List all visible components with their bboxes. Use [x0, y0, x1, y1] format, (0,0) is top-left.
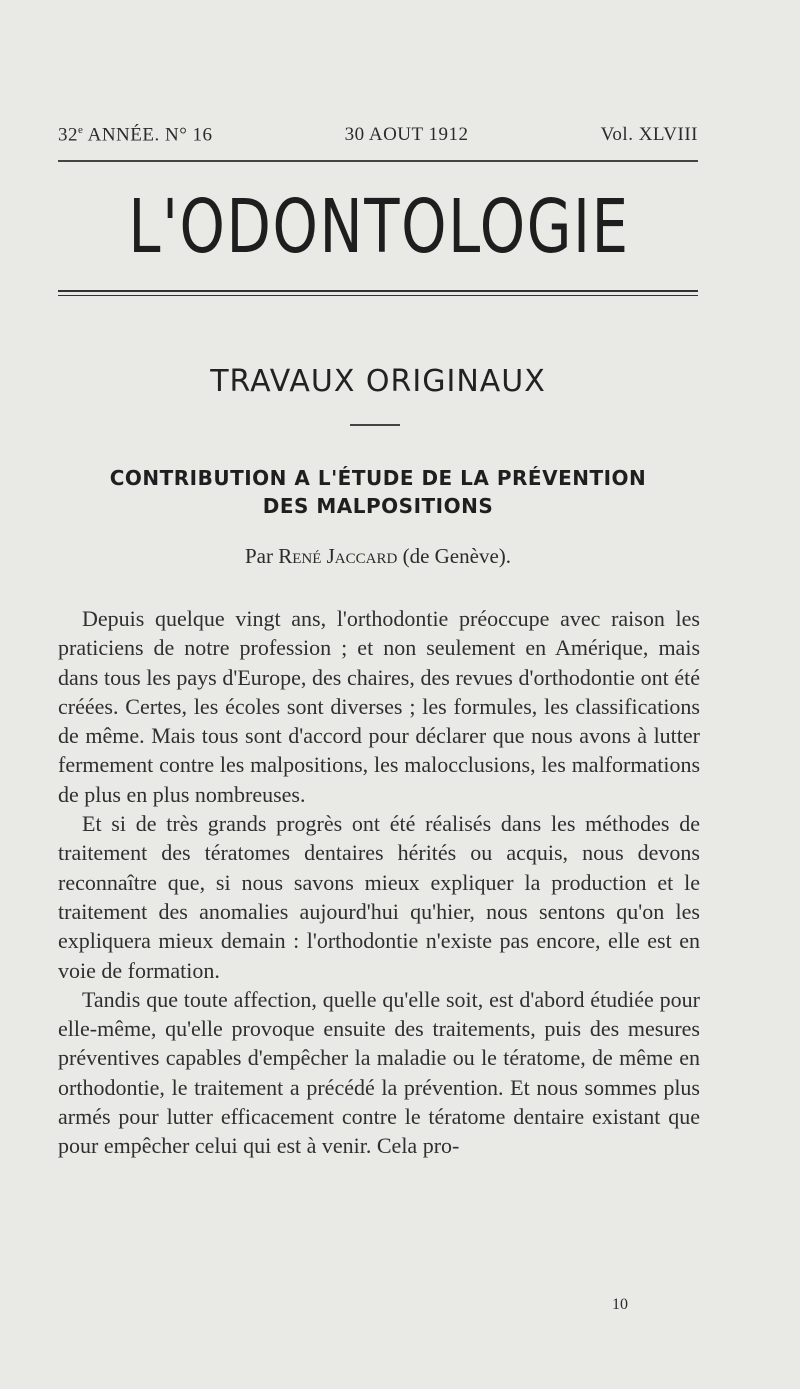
paragraph: Et si de très grands progrès ont été réalisés dans les méthodes de traitement des tératomes dentaires hérités ou acquis, nous devons reconnaître que, si nous savons mieux expliquer la production et le traitement des anomalies aujourd'hui qu'hier, nous sentons qu'on les expliquera mieux demain : l'orthodontie n'existe pas encore, elle est en voie de formation. [58, 811, 700, 983]
article-body [58, 604, 700, 1161]
volume-number: Vol. XLVIII [600, 124, 698, 146]
issue-date: 30 AOUT 1912 [344, 124, 469, 146]
issue-number: 32e ANNÉE. N° 16 [58, 124, 213, 146]
page-folio: 10 [612, 1296, 628, 1313]
paragraph: Depuis quelque vingt ans, l'orthodontie préoccupe avec raison les praticiens de notre profession ; et non seulement en Amérique, mais dans tous les pays d'Europe, des chaires, des revues d'orthodontie ont été créées. Certes, les écoles sont diverses ; les formules, les classifications de même. Mais tous sont d'accord pour déclarer que nous avons à lutter fermement contre les malpositions, les malocclusions, les malformations de plus en plus nombreuses. [58, 606, 700, 807]
header-rule [58, 160, 698, 162]
section-title: TRAVAUX ORIGINAUX [210, 364, 546, 399]
journal-title: L'ODONTOLOGIE [128, 184, 630, 270]
article-title: CONTRIBUTION A L'ÉTUDE DE LA PRÉVENTION DES MALPOSITIONS [109, 466, 647, 518]
section-divider [350, 424, 400, 426]
author-name: René Jaccard [278, 544, 398, 568]
article-byline: Par René Jaccard (de Genève). [244, 544, 512, 568]
running-header [58, 124, 698, 146]
paragraph: Tandis que toute affection, quelle qu'elle soit, est d'abord étudiée pour elle-même, qu'elle provoque ensuite des traitements, puis des mesures préventives capables d'empêcher la maladie ou le tératome, de même en orthodontie, le traitement a précédé la prévention. Et nous sommes plus armés pour lutter efficacement contre le tératome dentaire existant que pour empêcher celui qui est à venir. Cela pro- [58, 986, 700, 1159]
masthead-rule [58, 290, 698, 296]
